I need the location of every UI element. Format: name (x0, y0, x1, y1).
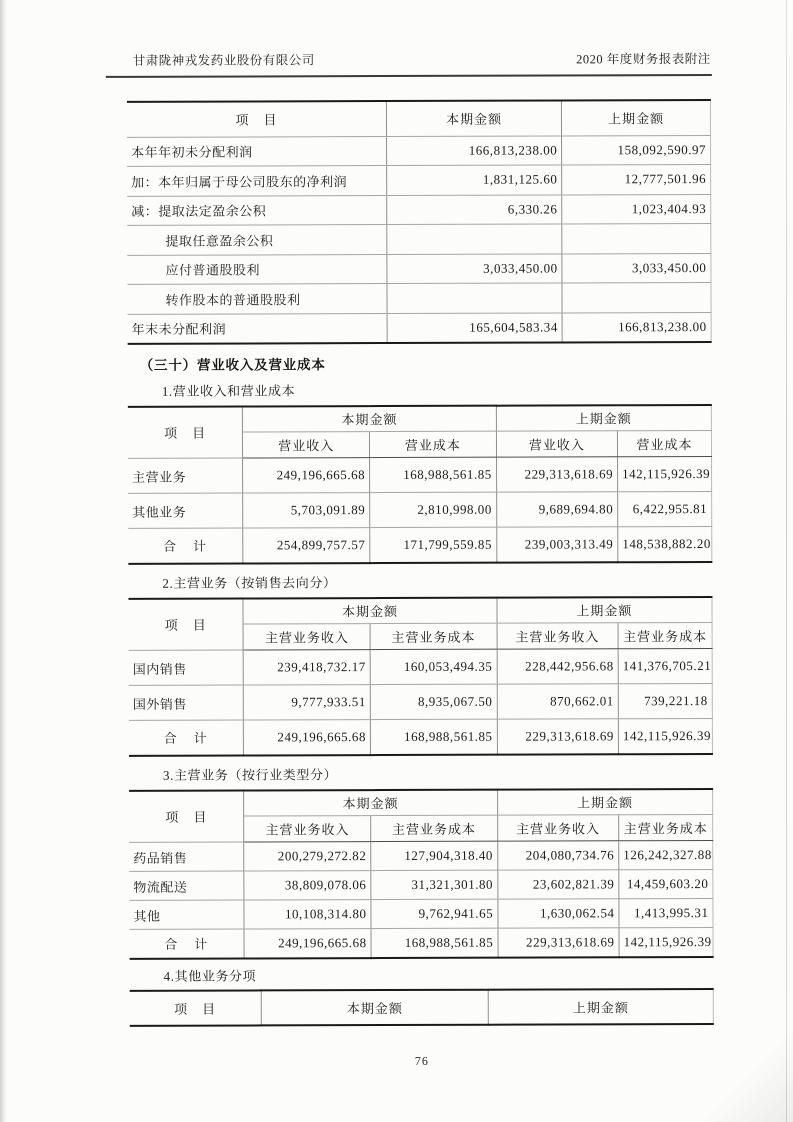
sales-by-industry-table (129, 788, 714, 960)
cell-prior: 166,813,238.00 (562, 312, 711, 342)
cell-current: 165,604,583.34 (387, 312, 562, 342)
row-label: 其他业务 (128, 493, 243, 528)
page-corner-shadow (633, 1032, 793, 1122)
row-label-total: 合 计 (128, 528, 243, 563)
cell-prior: 158,092,590.97 (562, 135, 711, 165)
sales-by-destination-table (128, 596, 712, 757)
revenue-cost-table (128, 404, 712, 565)
cell-value: 249,196,665.68 (243, 458, 370, 493)
cell-value: 171,799,559.85 (370, 527, 497, 562)
document-header (133, 49, 711, 69)
cell-value: 239,003,313.49 (496, 527, 617, 562)
cell-value: 31,321,301.80 (371, 870, 498, 899)
column-header-current: 本期金额 (261, 989, 489, 1025)
group-header-prior: 上期金额 (497, 597, 712, 624)
row-label: 减：提取法定盈余公积 (127, 195, 387, 225)
cell-prior: 1,023,404.93 (562, 194, 711, 224)
cell-value: 870,662.01 (497, 684, 618, 719)
cell-value: 142,115,926.39 (619, 928, 713, 957)
row-label: 国内销售 (129, 650, 244, 685)
table-row (127, 165, 711, 196)
table-row (127, 283, 711, 314)
table-row (128, 312, 712, 343)
column-header-item: 项 目 (127, 101, 387, 137)
group-header-current: 本期金额 (243, 405, 496, 432)
company-name: 甘肃陇神戎发药业股份有限公司 (132, 53, 315, 68)
cell-value: 168,988,561.85 (370, 457, 497, 492)
page-right-edge-line (786, 0, 788, 1122)
row-label: 其他 (129, 900, 244, 929)
table-total-row (129, 719, 713, 756)
group-header-current: 本期金额 (243, 597, 496, 624)
cell-value: 5,703,091.89 (243, 493, 370, 528)
subheader-revenue-prior: 主营业务收入 (497, 815, 618, 841)
cell-value: 9,762,941.65 (371, 899, 498, 928)
cell-value: 148,538,882.20 (618, 527, 712, 562)
table-row (129, 684, 713, 721)
column-header-item: 项 目 (128, 598, 243, 650)
cell-value: 204,080,734.76 (497, 841, 618, 870)
other-business-table (130, 988, 714, 1027)
subheader-revenue-current: 主营业务收入 (244, 816, 371, 842)
table-group-header-row (129, 789, 713, 817)
table-total-row (128, 527, 712, 564)
cell-value: 9,689,694.80 (496, 492, 617, 527)
column-header-item: 项 目 (128, 406, 243, 458)
row-label: 加：本年归属于母公司股东的净利润 (127, 166, 387, 196)
cell-value: 38,809,078.06 (244, 871, 371, 900)
cell-current (387, 224, 562, 254)
cell-value: 141,376,705.21 (618, 649, 712, 684)
table-row (127, 253, 711, 284)
table-row (129, 899, 713, 930)
cell-value: 229,313,618.69 (496, 457, 617, 492)
column-header-prior: 上期金额 (562, 100, 711, 135)
cell-value: 1,630,062.54 (498, 899, 619, 928)
cell-value: 8,935,067.50 (370, 684, 497, 719)
table-row (129, 870, 713, 901)
table-row (127, 194, 711, 225)
profit-distribution-table (127, 99, 712, 344)
cell-value: 14,459,603.20 (619, 870, 713, 899)
subheader-cost-current: 营业成本 (369, 431, 496, 457)
cell-prior: 12,777,501.96 (562, 165, 711, 195)
row-label-total: 合 计 (130, 929, 245, 958)
cell-value: 6,422,955.81 (618, 492, 712, 527)
row-label: 本年年初未分配利润 (127, 136, 387, 166)
cell-value: 1,413,995.31 (619, 899, 713, 928)
cell-value: 160,053,494.35 (370, 649, 497, 684)
cell-value: 254,899,757.57 (243, 528, 370, 563)
subheader-cost-prior: 营业成本 (617, 431, 711, 457)
page-left-edge-shadow (0, 0, 7, 1122)
subsection-title-2: 2.主营业务（按销售去向分） (162, 574, 337, 591)
report-title: 2020 年度财务报表附注 (576, 52, 711, 67)
subheader-revenue-current: 营业收入 (243, 432, 370, 458)
column-header-item: 项 目 (129, 790, 244, 842)
subheader-revenue-prior: 主营业务收入 (497, 623, 618, 649)
cell-prior (562, 224, 711, 254)
cell-current (387, 283, 562, 313)
column-header-current: 本期金额 (387, 100, 562, 136)
cell-value: 168,988,561.85 (370, 719, 497, 754)
group-header-prior: 上期金额 (496, 405, 711, 432)
subsection-title-3: 3.主营业务（按行业类型分） (162, 766, 338, 783)
cell-value: 10,108,314.80 (244, 900, 371, 929)
cell-current: 3,033,450.00 (387, 253, 562, 283)
cell-value: 739,221.18 (618, 684, 712, 719)
table-row (129, 649, 713, 686)
subsection-title-1: 1.营业收入和营业成本 (161, 382, 296, 399)
cell-current: 1,831,125.60 (387, 165, 562, 195)
cell-current: 6,330.26 (387, 194, 562, 224)
cell-value: 2,810,998.00 (370, 492, 497, 527)
cell-value: 126,242,327.88 (619, 841, 713, 870)
row-label: 国外销售 (129, 685, 244, 720)
table-row (127, 135, 711, 166)
row-label: 年末未分配利润 (128, 313, 388, 343)
cell-value: 9,777,933.51 (244, 685, 371, 720)
subheader-cost-prior: 主营业务成本 (618, 623, 712, 649)
cell-value: 229,313,618.69 (498, 928, 619, 957)
column-header-prior: 上期金额 (489, 989, 714, 1025)
row-label: 提取任意盈余公积 (127, 225, 387, 255)
subsection-title-4: 4.其他业务分项 (163, 967, 257, 984)
cell-value: 229,313,618.69 (497, 719, 618, 754)
table-group-header-row (128, 405, 712, 433)
subheader-cost-prior: 主营业务成本 (619, 815, 713, 841)
cell-value: 142,115,926.39 (618, 719, 712, 754)
subheader-cost-current: 主营业务成本 (371, 815, 498, 841)
row-label: 药品销售 (129, 842, 244, 871)
row-label: 主营业务 (128, 458, 243, 493)
cell-prior (562, 283, 711, 313)
table-row (128, 492, 712, 529)
table-group-header-row (128, 597, 712, 625)
subheader-cost-current: 主营业务成本 (370, 623, 497, 649)
cell-value: 200,279,272.82 (244, 842, 371, 871)
table-row (127, 224, 711, 255)
cell-value: 228,442,956.68 (497, 649, 618, 684)
table-row (129, 841, 713, 872)
table-header-row (130, 989, 714, 1026)
cell-value: 239,418,732.17 (244, 650, 371, 685)
cell-prior: 3,033,450.00 (562, 253, 711, 283)
table-header-row (127, 100, 711, 137)
table-row (128, 457, 712, 494)
row-label-total: 合 计 (129, 720, 244, 755)
cell-value: 127,904,318.40 (371, 841, 498, 870)
cell-value: 249,196,665.68 (244, 929, 371, 958)
column-header-item: 项 目 (130, 990, 261, 1025)
section-title: （三十）营业收入及营业成本 (139, 356, 326, 373)
cell-value: 168,988,561.85 (371, 928, 498, 957)
header-rule (106, 74, 712, 78)
row-label: 物流配送 (129, 871, 244, 900)
row-label: 应付普通股股利 (127, 254, 387, 284)
cell-value: 249,196,665.68 (244, 720, 371, 755)
page-number: 76 (414, 1053, 429, 1068)
cell-value: 142,115,926.39 (618, 457, 712, 492)
table-total-row (130, 928, 714, 959)
row-label: 转作股本的普通股股利 (127, 284, 387, 314)
group-header-prior: 上期金额 (497, 789, 712, 816)
cell-value: 23,602,821.39 (497, 870, 618, 899)
subheader-revenue-prior: 营业收入 (496, 431, 617, 457)
cell-current: 166,813,238.00 (387, 135, 562, 165)
subheader-revenue-current: 主营业务收入 (243, 624, 370, 650)
group-header-current: 本期金额 (244, 789, 497, 816)
